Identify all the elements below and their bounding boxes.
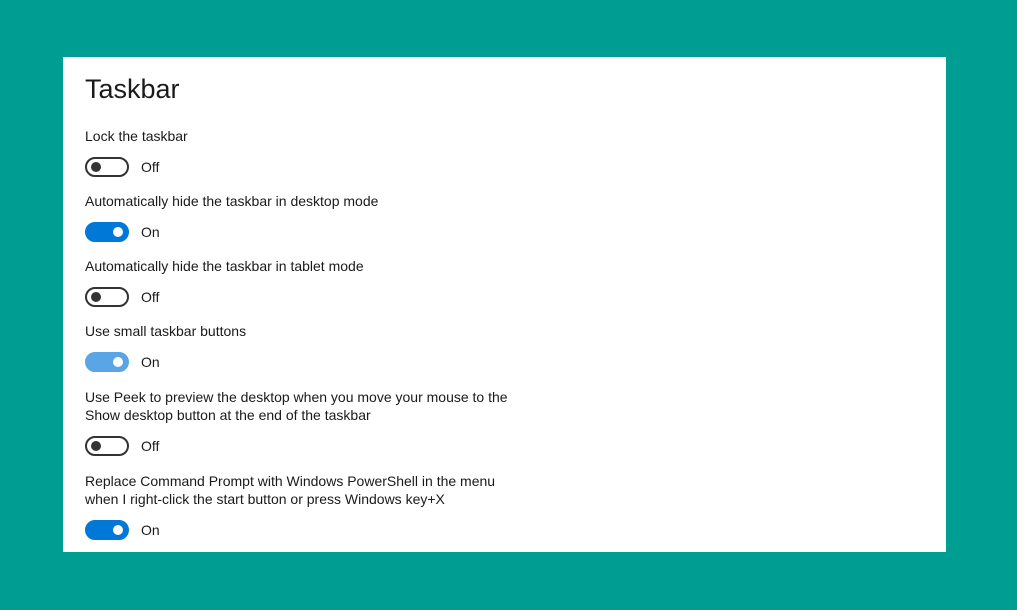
setting-small-buttons bbox=[85, 322, 545, 372]
lock-taskbar-toggle[interactable] bbox=[85, 157, 129, 177]
toggle-knob bbox=[91, 292, 101, 302]
setting-peek bbox=[85, 388, 545, 456]
toggle-state-text: On bbox=[141, 354, 160, 370]
toggle-knob bbox=[91, 441, 101, 451]
setting-label: Lock the taskbar bbox=[85, 128, 188, 144]
toggle-row bbox=[85, 436, 545, 456]
toggle-state-text: On bbox=[141, 522, 160, 538]
powershell-toggle[interactable] bbox=[85, 520, 129, 540]
toggle-knob bbox=[113, 227, 123, 237]
toggle-state-text: On bbox=[141, 224, 160, 240]
toggle-row bbox=[85, 287, 545, 307]
autohide-tablet-toggle[interactable] bbox=[85, 287, 129, 307]
toggle-state-text: Off bbox=[141, 289, 160, 305]
peek-toggle[interactable] bbox=[85, 436, 129, 456]
toggle-row bbox=[85, 520, 545, 540]
toggle-state-text: Off bbox=[141, 159, 160, 175]
setting-autohide-tablet bbox=[85, 257, 545, 307]
toggle-knob bbox=[91, 162, 101, 172]
settings-panel bbox=[63, 57, 946, 552]
setting-label: Use small taskbar buttons bbox=[85, 323, 247, 339]
setting-label: Automatically hide the taskbar in tablet mode bbox=[85, 258, 364, 274]
setting-label: Automatically hide the taskbar in desktop mode bbox=[85, 193, 379, 209]
toggle-row bbox=[85, 222, 545, 242]
toggle-state-text: Off bbox=[141, 438, 160, 454]
toggle-knob bbox=[113, 357, 123, 367]
toggle-knob bbox=[113, 525, 123, 535]
toggle-row bbox=[85, 352, 545, 372]
setting-lock-taskbar bbox=[85, 127, 545, 177]
small-buttons-toggle[interactable] bbox=[85, 352, 129, 372]
setting-label: Use Peek to preview the desktop when you move your mouse to the Show desktop button at the end of the taskbar bbox=[85, 389, 508, 423]
setting-powershell bbox=[85, 472, 545, 540]
toggle-row bbox=[85, 157, 545, 177]
setting-label: Replace Command Prompt with Windows PowerShell in the menu when I right-click the start button or press Windows key+X bbox=[85, 473, 496, 507]
page-title: Taskbar bbox=[85, 74, 180, 104]
setting-autohide-desktop bbox=[85, 192, 545, 242]
autohide-desktop-toggle[interactable] bbox=[85, 222, 129, 242]
